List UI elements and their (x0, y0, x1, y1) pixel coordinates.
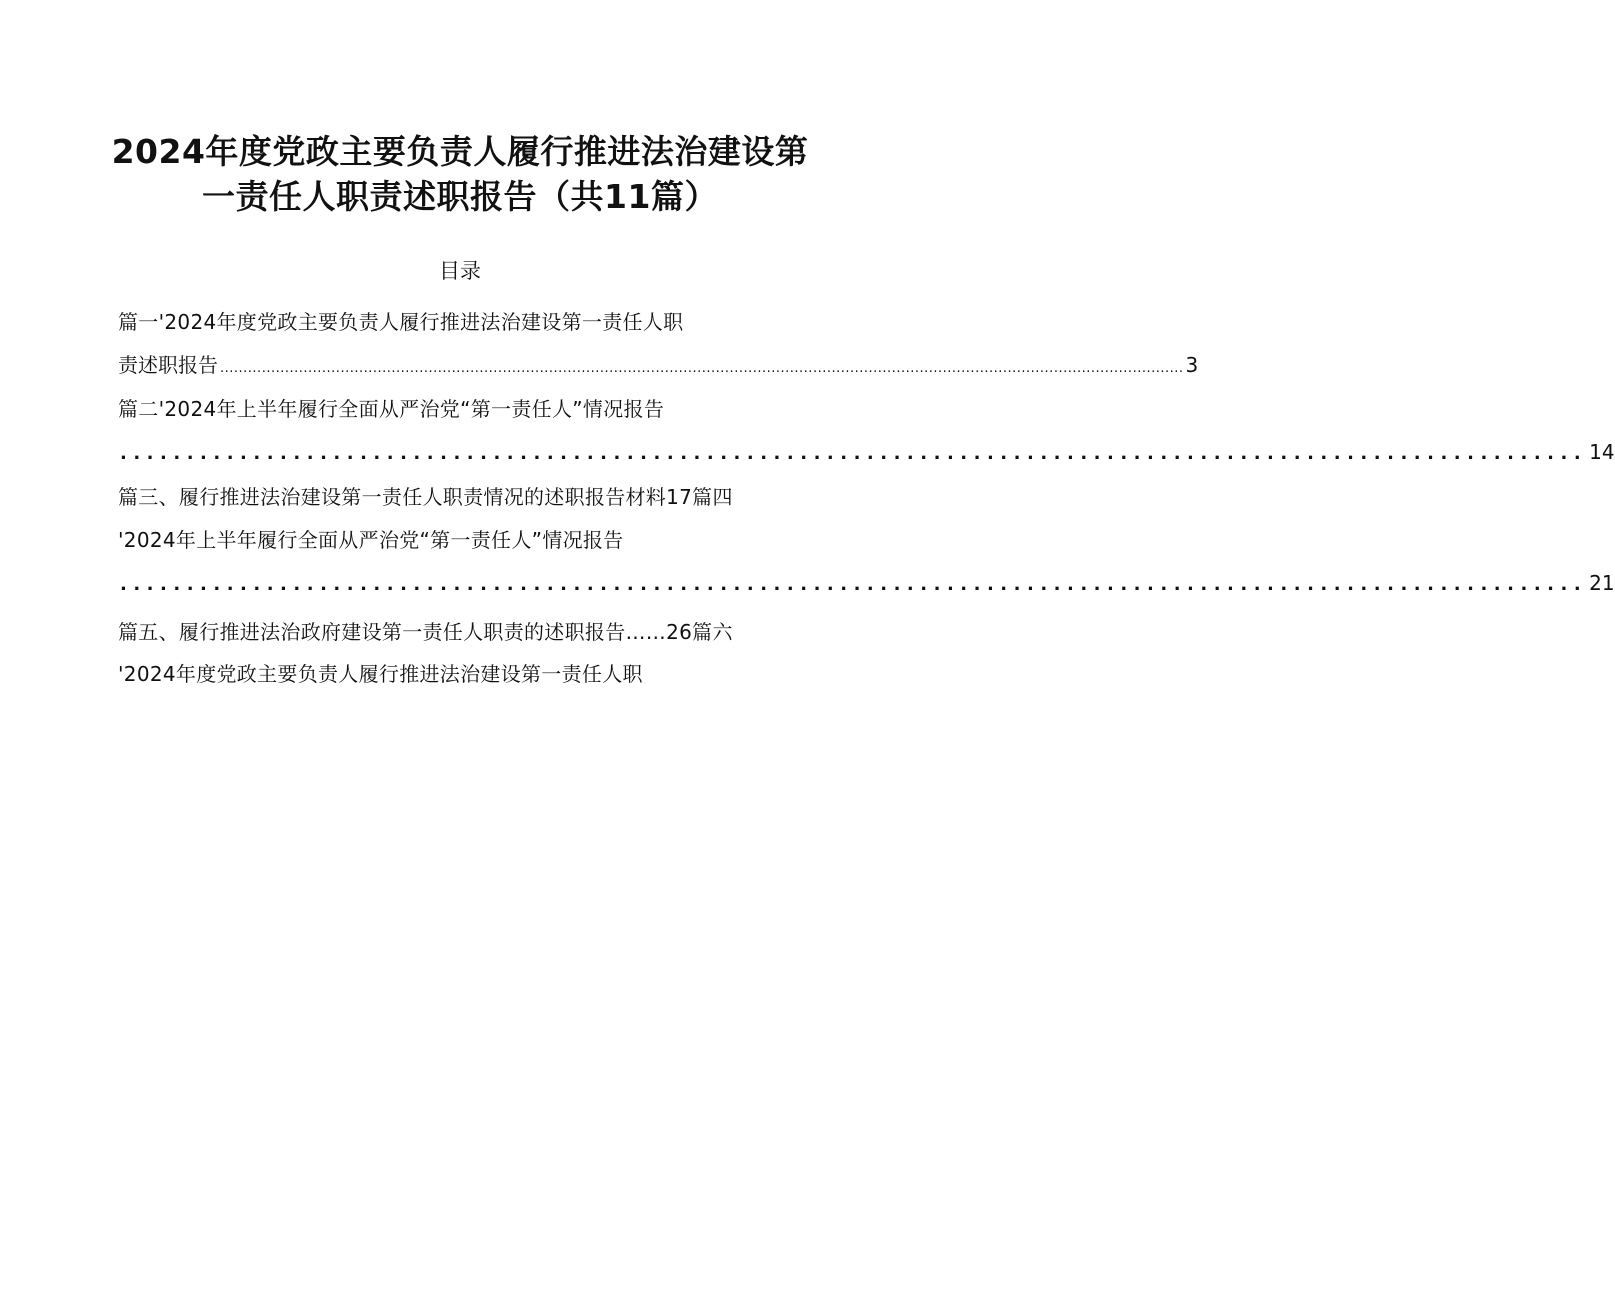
toc-entry-1-line-2[interactable] (118, 350, 1199, 384)
toc-entry-4-line-1[interactable]: '2024年上半年履行全面从严治党“第一责任人”情况报告 (118, 528, 624, 552)
toc-entry-3-line-1[interactable]: 篇三、履行推进法治建设第一责任人职责情况的述职报告材料17篇四 (118, 485, 733, 509)
toc-heading: 目录 (439, 259, 481, 283)
toc-entry-6-line-1[interactable]: '2024年度党政主要负责人履行推进法治建设第一责任人职 (118, 662, 643, 686)
toc-entry-2-line-1[interactable]: 篇二'2024年上半年履行全面从严治党“第一责任人”情况报告 (118, 397, 665, 421)
toc-entry-4-page-number: 21 (1589, 571, 1615, 595)
toc-entry-5-line-1[interactable]: 篇五、履行推进法治政府建设第一责任人职责的述职报告……26篇六 (118, 620, 733, 644)
document-title-line-2: 一责任人职责述职报告（共11篇） (202, 177, 718, 216)
toc-entry-2-page-number: 14 (1589, 440, 1615, 464)
toc-entry-1-leader-dots: ................................................................................................................................................................................................................ (220, 361, 1184, 376)
document-title-line-1: 2024年度党政主要负责人履行推进法治建设第 (111, 132, 809, 171)
toc-entry-2-line-2[interactable] (118, 437, 1615, 469)
toc-entry-4-line-2[interactable] (118, 568, 1615, 600)
toc-entry-4-leader-dots: .............................................................................................................. (120, 574, 1588, 595)
toc-entry-2-leader-dots: .............................................................................................................. (120, 443, 1588, 464)
toc-entry-1-line-1[interactable]: 篇一'2024年度党政主要负责人履行推进法治建设第一责任人职 (118, 310, 684, 334)
toc-entry-1-page-number: 3 (1185, 353, 1199, 377)
toc-entry-1-text: 责述职报告 (118, 353, 218, 377)
